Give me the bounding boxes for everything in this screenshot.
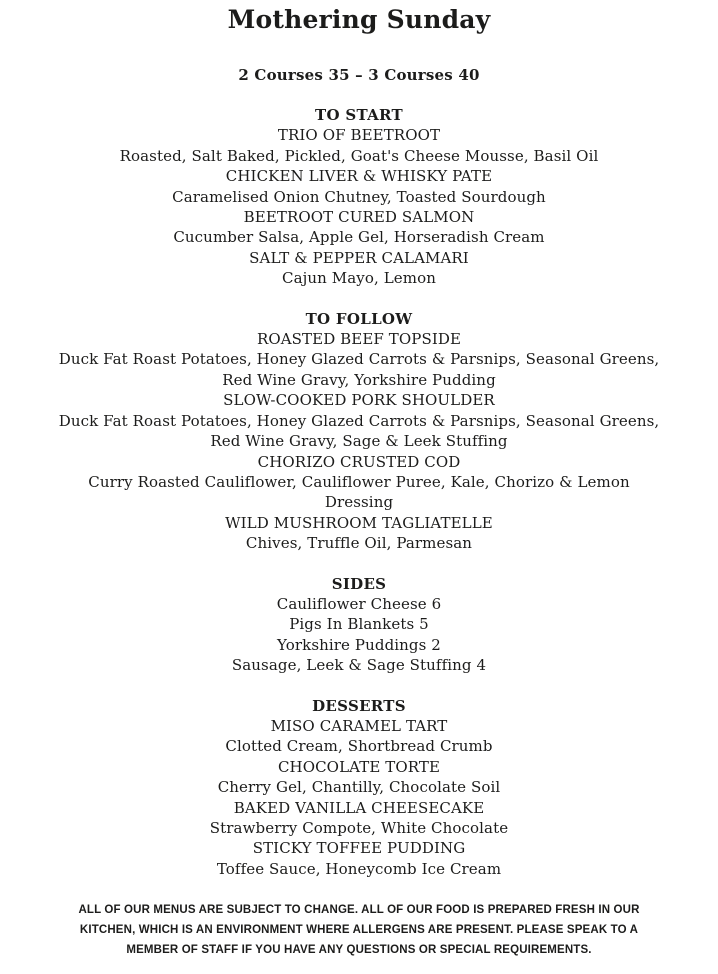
- dish-description: Toffee Sauce, Honeycomb Ice Cream: [216, 859, 502, 878]
- dish-name: BAKED VANILLA CHEESECAKE: [233, 798, 485, 817]
- section-heading: TO FOLLOW: [305, 309, 413, 328]
- page-title: Mothering Sunday: [227, 5, 491, 34]
- price-line: 2 Courses 35 – 3 Courses 40: [238, 66, 480, 84]
- dish-name: WILD MUSHROOM TAGLIATELLE: [225, 513, 493, 532]
- menu-item: [0, 655, 718, 675]
- menu-section: [0, 105, 718, 289]
- menu-item: [0, 838, 718, 879]
- menu-item: [0, 716, 718, 757]
- dish-description: Cucumber Salsa, Apple Gel, Horseradish Cream: [173, 228, 545, 247]
- dish-description: Chives, Truffle Oil, Parmesan: [245, 534, 473, 553]
- dish-name: SLOW-COOKED PORK SHOULDER: [223, 391, 495, 410]
- dish-name: CHICKEN LIVER & WHISKY PATE: [225, 167, 493, 186]
- menu-item: [0, 248, 718, 289]
- menu-item: [0, 513, 718, 554]
- allergen-footer-note: ALL OF OUR MENUS ARE SUBJECT TO CHANGE. ALL OF OUR FOOD IS PREPARED FRESH IN OUR KITCHEN, WHICH IS AN ENVIRONMENT WHERE ALLERGENS ARE PRESENT. PLEASE SPEAK TO A MEMBER OF STAFF IF YOU HAVE ANY QUESTIONS OR SPECIAL REQUIREMENTS.: [78, 904, 640, 957]
- section-heading: DESSERTS: [312, 696, 406, 715]
- section-items: [0, 594, 718, 676]
- dish-description: Clotted Cream, Shortbread Crumb: [225, 737, 493, 756]
- menu-section: [0, 309, 718, 554]
- dish-name: BEETROOT CURED SALMON: [243, 208, 475, 227]
- dish-name: CHORIZO CRUSTED COD: [257, 452, 461, 471]
- dish-description: Curry Roasted Cauliflower, Cauliflower Puree, Kale, Chorizo & Lemon Dressing: [88, 472, 630, 512]
- dish-description: Strawberry Compote, White Chocolate: [209, 819, 509, 837]
- menu-item: [0, 329, 718, 390]
- dish-description: Caramelised Onion Chutney, Toasted Sourdough: [172, 187, 546, 206]
- dish-name: CHOCOLATE TORTE: [277, 757, 441, 776]
- section-items: [0, 329, 718, 553]
- menu-item: [0, 594, 718, 614]
- section-items: [0, 125, 718, 288]
- menu-item: [0, 390, 718, 451]
- dish-name: Yorkshire Puddings 2: [277, 635, 441, 654]
- dish-description: Cajun Mayo, Lemon: [282, 269, 436, 288]
- section-items: [0, 716, 718, 879]
- dish-name: Cauliflower Cheese 6: [276, 594, 442, 613]
- dish-name: Pigs In Blankets 5: [289, 615, 429, 634]
- menu-item: [0, 757, 718, 798]
- menu-sections: [0, 105, 718, 879]
- dish-name: MISO CARAMEL TART: [270, 716, 448, 735]
- section-heading: TO START: [314, 106, 404, 124]
- dish-name: Sausage, Leek & Sage Stuffing 4: [231, 656, 487, 675]
- menu-item: [0, 125, 718, 166]
- dish-name: SALT & PEPPER CALAMARI: [249, 248, 469, 267]
- menu-item: [0, 452, 718, 513]
- menu-section: [0, 696, 718, 880]
- menu-item: [0, 207, 718, 248]
- dish-description: Duck Fat Roast Potatoes, Honey Glazed Carrots & Parsnips, Seasonal Greens, Red Wine Gravy, Yorkshire Pudding: [58, 350, 660, 389]
- dish-name: TRIO OF BEETROOT: [277, 126, 441, 145]
- menu-item: [0, 614, 718, 634]
- menu-item: [0, 635, 718, 655]
- dish-description: Roasted, Salt Baked, Pickled, Goat's Cheese Mousse, Basil Oil: [119, 146, 599, 165]
- dish-description: Cherry Gel, Chantilly, Chocolate Soil: [217, 778, 501, 797]
- dish-name: ROASTED BEEF TOPSIDE: [256, 330, 462, 349]
- dish-description: Duck Fat Roast Potatoes, Honey Glazed Carrots & Parsnips, Seasonal Greens, Red Wine Gravy, Sage & Leek Stuffing: [58, 411, 660, 451]
- menu-section: [0, 574, 718, 676]
- section-heading: SIDES: [331, 574, 387, 593]
- menu-item: [0, 798, 718, 839]
- dish-name: STICKY TOFFEE PUDDING: [252, 839, 466, 858]
- menu-item: [0, 166, 718, 207]
